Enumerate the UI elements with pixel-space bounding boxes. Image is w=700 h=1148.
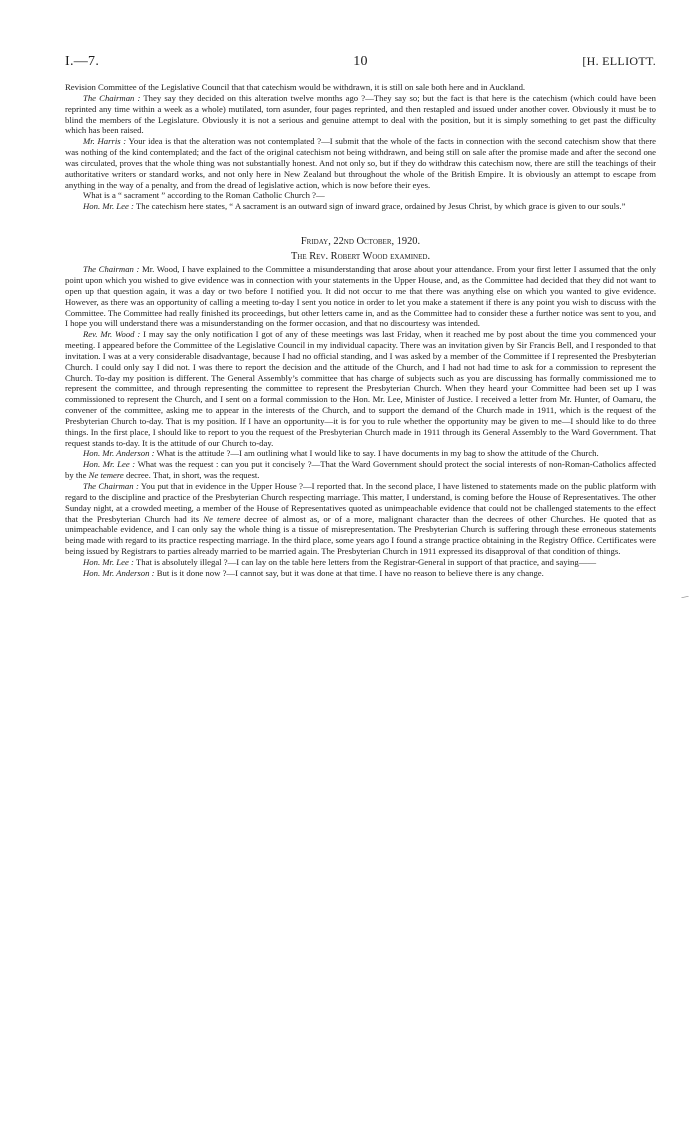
speech-text: The catechism here states, “ A sacrament is an outward sign of inward grace, ordained by Jesus Christ, by which grace is given to our souls.” [133,201,626,212]
speaker-name: Rev. Mr. Wood : [83,329,141,340]
document-body [65,82,656,579]
speaker-name: The Chairman : [83,481,139,491]
session-date-heading: Friday, 22nd October, 1920. [300,236,421,248]
page-header [65,54,656,70]
paragraph [65,93,656,136]
paragraph [65,201,656,212]
paragraph [65,136,656,190]
paragraph [65,264,656,329]
latin-term: Ne temere [203,513,241,524]
paragraph [65,448,656,459]
speech-text: What was the request : can you put it concisely ?—That the Ward Government should protect the social interests of non-Roman-Catholics affected by the [65,459,656,481]
page-number: 10 [353,54,368,69]
speech-text: Mr. Wood, I have explained to the Committee a misunderstanding that arose about your attendance. From your first letter I assumed that the only point upon which you wished to give evidence was in connection with your statements in the Upper House, and, as the Committee had decided that they did not want to open up that question again, it was a day or two before I notified you. It did not occur to me that there was anything else on which you wanted to give evidence. However, as there was an opportunity of calling a meeting to-day I sent you notice in order to let you make a statement if there is any point you wish to discuss with the Committee. The Committee had really finished its proceedings, but other letters came in, and as the Committee had to consider these a further notice was sent to you, and I hope you will understand there was a misunderstanding on the former occasion, and that no discourtesy was intended. [65,264,656,329]
speech-text: decree of almost as, or of a more, malignant character than the decrees of other Churches. He quoted that as unimpeachable evidence, and I can only say the whole thing is a tissue of misrepresentation. The Presbyterian Church is suffering through these erroneous statements being made with regard to its practice respecting marriage. In the third place, some years ago I found a strange practice obtaining in the Registry Office. Certificates were being issued by Registrars to parties already married to be married again. The Presbyterian Church in 1911 expressed its disapproval of that condition of things. [65,513,657,557]
speaker-name: The Chairman : [83,92,141,103]
speaker-name: Hon. Mr. Anderson : [83,448,155,459]
speaker-name: Hon. Mr. Lee : [83,459,136,470]
speech-text: I may say the only notification I got of any of these meetings was last Friday, when it reached me by post about the time you commenced your meeting. I appeared before the Committee of the Legislative Council in my individual capacity. There was an invitation given by Sir Francis Bell, and I responded to that invitation. I was at a very considerable disadvantage, because I had no official standing, and I was asked by a member of the Committee if I represented the Presbyterian Church. I could only say I did not. I was there to report the decision and the attitude of the Church, and I had not had time to ask for a commission to represent the Church. To-day my position is different. The General Assembly’s committee that has charge of subjects such as you are discussing has formally commissioned me to represent the committee, and through representing the committee to represent the Presbyterian Church. When they heard your Committee had been set up I was commissioned to represent the Church, and I sent on a formal commission to the Hon. Mr. Lee, Minister of Justice. I received a letter from Mr. Hunter, of Oamaru, the convener of the committee, asking me to appear in the interests of the Church, and to support the demand of the Church made in 1911, which is the request of the Presbyterian Church to-day. That is my position. If I have an opportunity—it is for you to rule whether the opportunity may be given to me—I should like to do three things. In the first place, I should like to report to you the request of the Presbyterian Church made in 1911 through its General Assembly to the Ward Government. That request stands to-day. It is the attitude of our Church to-day. [65,329,657,448]
paragraph: What is a “ sacrament ” according to the Roman Catholic Church ?— [83,190,325,201]
speaker-name: Mr. Harris : [83,136,127,147]
speech-text: What is the attitude ?—I am outlining what I would like to say. I have documents in my bag to show the attitude of the Church. [154,448,599,459]
paragraph [65,329,656,448]
speech-text: But is it done now ?—I cannot say, but it was done at that time. I have no reason to believe there is any change. [154,567,544,578]
speech-text: You put that in evidence in the Upper House ?—I reported that. In the second place, I have listened to statements made on the public platform with regard to the discipline and practice of the Presbyterian Church respecting marriage. This matter, I understand, is coming before the House of Representatives. The other Sunday night, at a crowded meeting, a member of the House of Representatives quoted as unimpeachable evidence that could not be challenged statements to the effect that the Presbyterian Church had its [65,481,656,524]
speaker-name: Hon. Mr. Lee : [83,201,134,212]
speaker-name: Hon. Mr. Lee : [83,556,134,567]
speaker-name: Hon. Mr. Anderson : [83,567,155,578]
speech-text: decree. That, in short, was the request. [123,470,260,481]
paragraph [65,459,656,481]
witness-reference: [H. ELLIOTT. [582,54,656,68]
paragraph [65,557,656,568]
paragraph: Revision Committee of the Legislative Council that that catechism would be withdrawn, it is still on sale both here and in Auckland. [65,82,526,92]
latin-term: Ne temere [88,470,124,481]
speaker-name: The Chairman : [83,264,140,275]
speech-text: They say they decided on this alteration twelve months ago ?—They say so; but the fact is that here is the catechism (which could have been reprinted any time within a week as a whole) mutilated, torn asunder, four pages reprinted, and then restapled and issued under another cover. Obviously it must be to blind the members of the Legislature. Obviously it is not a serious and genuine attempt to deal with the position, but it is simply something to get past the difficulty which has been raised. [65,92,656,136]
paper-reference: I.—7. [65,54,100,69]
margin-mark [678,596,692,598]
witness-heading: The Rev. Robert Wood examined. [290,251,431,263]
speech-text: Your idea is that the alteration was not contemplated ?—I submit that the whole of the facts in connection with the second catechism show that there was nothing of the kind contemplated; and the fact of the original catechism not being withdrawn, and being still on sale after the promise made and after the second one was circulated, proves that the whole thing was not substantially honest. And not only so, but if they do withdraw this catechism now, there are still the teachings of their authoritative writers or standard works, and not only here in New Zealand but throughout the whole of the British Empire. It is obviously an attempt to escape from anything in the way of a penalty, and from the dread of legislative action, which is now before their eyes. [65,136,656,190]
paragraph [65,568,656,579]
speech-text: That is absolutely illegal ?—I can lay on the table here letters from the Registrar-General in support of that practice, and saying—— [133,556,597,567]
paragraph [65,481,656,557]
